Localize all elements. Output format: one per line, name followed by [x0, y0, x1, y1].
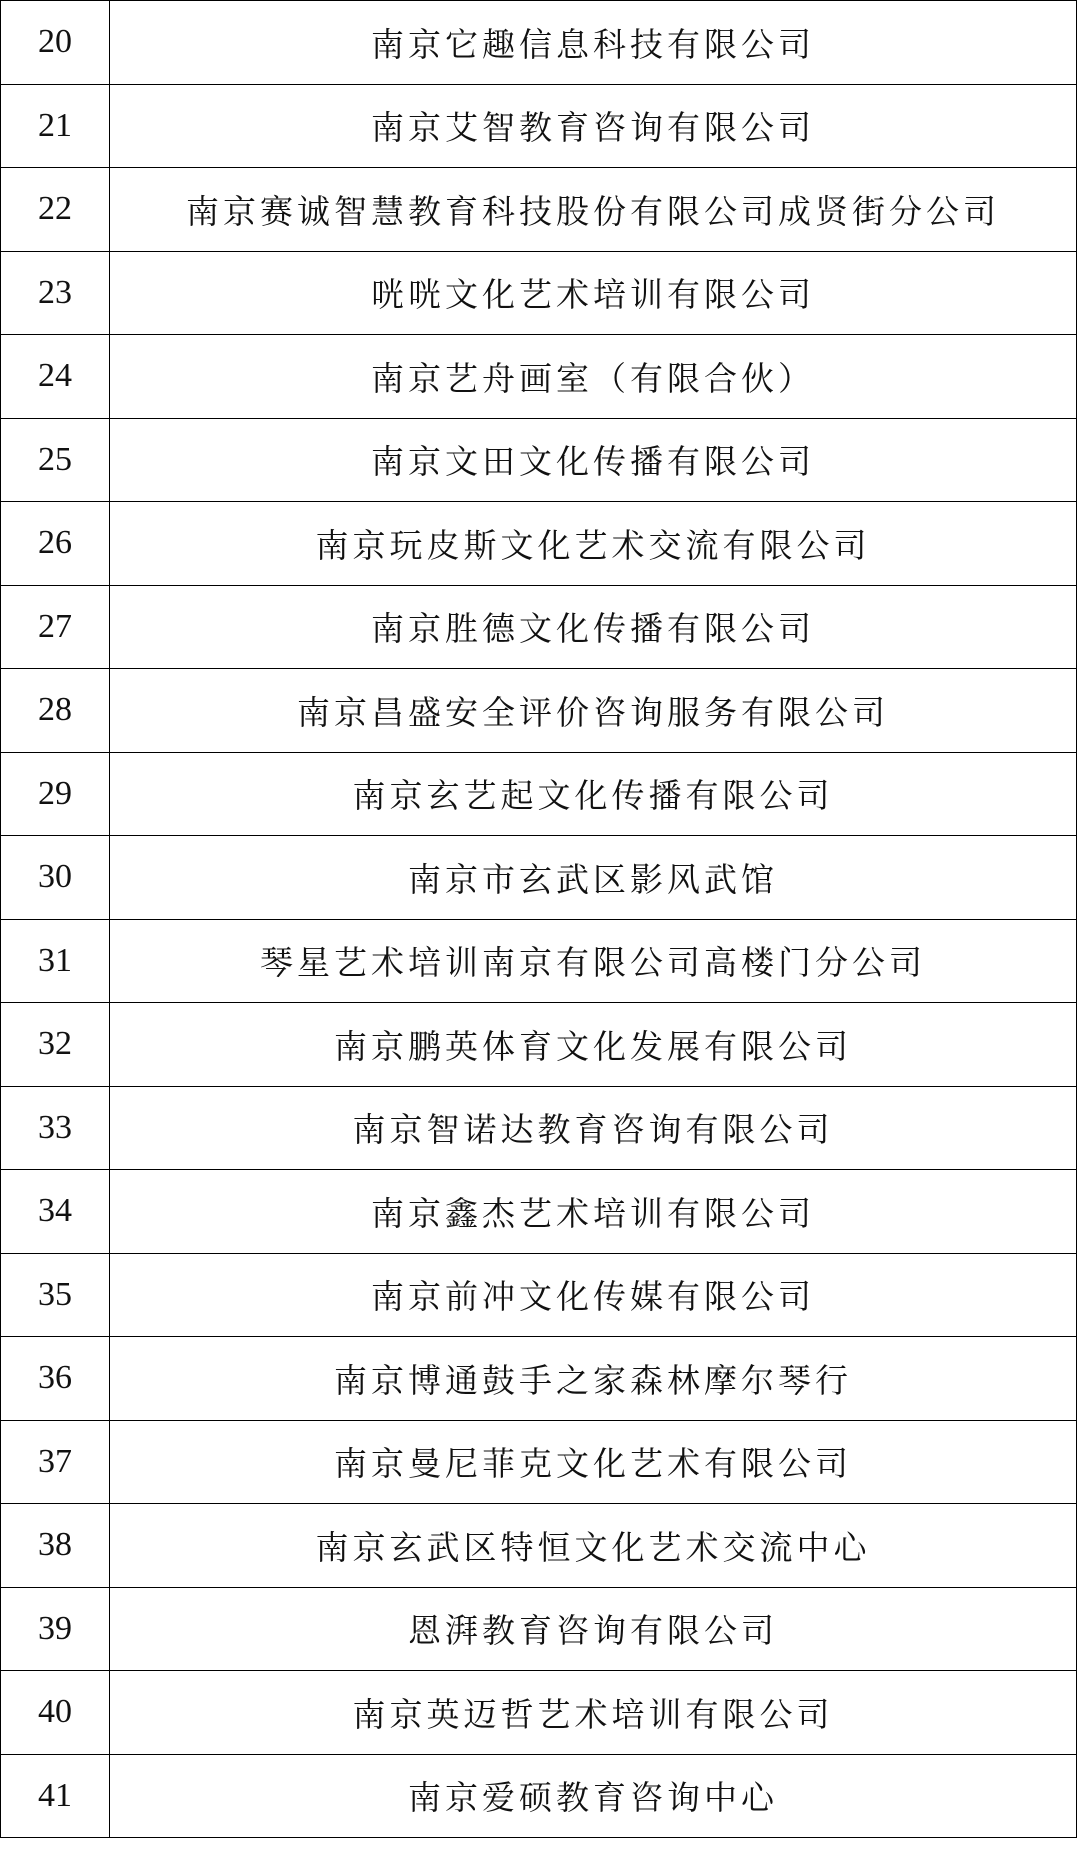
row-number: 37 — [1, 1420, 110, 1504]
table-row — [1, 1587, 1077, 1671]
row-number: 34 — [1, 1170, 110, 1254]
company-name: 南京爱硕教育咨询中心 — [110, 1754, 1077, 1838]
row-number: 38 — [1, 1504, 110, 1588]
company-name: 南京博通鼓手之家森林摩尔琴行 — [110, 1337, 1077, 1421]
row-number: 41 — [1, 1754, 110, 1838]
row-number: 32 — [1, 1003, 110, 1087]
company-name: 南京英迈哲艺术培训有限公司 — [110, 1671, 1077, 1755]
row-number: 31 — [1, 919, 110, 1003]
company-name: 咣咣文化艺术培训有限公司 — [110, 251, 1077, 335]
table-row — [1, 1504, 1077, 1588]
table-row — [1, 1253, 1077, 1337]
company-name: 南京鹏英体育文化发展有限公司 — [110, 1003, 1077, 1087]
table-row — [1, 1754, 1077, 1838]
row-number: 36 — [1, 1337, 110, 1421]
table-row — [1, 1003, 1077, 1087]
row-number: 23 — [1, 251, 110, 335]
row-number: 24 — [1, 335, 110, 419]
table-row — [1, 502, 1077, 586]
company-name: 南京市玄武区影风武馆 — [110, 836, 1077, 920]
row-number: 26 — [1, 502, 110, 586]
company-name: 南京曼尼菲克文化艺术有限公司 — [110, 1420, 1077, 1504]
company-name: 南京艺舟画室（有限合伙） — [110, 335, 1077, 419]
company-name: 南京鑫杰艺术培训有限公司 — [110, 1170, 1077, 1254]
company-name: 南京前冲文化传媒有限公司 — [110, 1253, 1077, 1337]
company-name: 南京昌盛安全评价咨询服务有限公司 — [110, 669, 1077, 753]
company-name: 南京赛诚智慧教育科技股份有限公司成贤街分公司 — [110, 168, 1077, 252]
company-name: 南京文田文化传播有限公司 — [110, 418, 1077, 502]
table-row — [1, 168, 1077, 252]
company-name: 南京智诺达教育咨询有限公司 — [110, 1086, 1077, 1170]
table-row — [1, 1337, 1077, 1421]
row-number: 21 — [1, 84, 110, 168]
row-number: 22 — [1, 168, 110, 252]
table-row — [1, 919, 1077, 1003]
row-number: 27 — [1, 585, 110, 669]
company-name: 琴星艺术培训南京有限公司高楼门分公司 — [110, 919, 1077, 1003]
table-row — [1, 335, 1077, 419]
table-row — [1, 1170, 1077, 1254]
table-row — [1, 251, 1077, 335]
company-name: 南京艾智教育咨询有限公司 — [110, 84, 1077, 168]
table-row — [1, 752, 1077, 836]
row-number: 35 — [1, 1253, 110, 1337]
row-number: 30 — [1, 836, 110, 920]
row-number: 29 — [1, 752, 110, 836]
company-name: 南京它趣信息科技有限公司 — [110, 1, 1077, 85]
company-name: 恩湃教育咨询有限公司 — [110, 1587, 1077, 1671]
row-number: 40 — [1, 1671, 110, 1755]
table-body — [1, 1, 1077, 1838]
table-row — [1, 1, 1077, 85]
table-row — [1, 84, 1077, 168]
company-name: 南京玩皮斯文化艺术交流有限公司 — [110, 502, 1077, 586]
table-row — [1, 1420, 1077, 1504]
company-name: 南京胜德文化传播有限公司 — [110, 585, 1077, 669]
table-row — [1, 836, 1077, 920]
table-row — [1, 585, 1077, 669]
table-row — [1, 1086, 1077, 1170]
row-number: 33 — [1, 1086, 110, 1170]
table-row — [1, 669, 1077, 753]
company-name: 南京玄武区特恒文化艺术交流中心 — [110, 1504, 1077, 1588]
row-number: 28 — [1, 669, 110, 753]
table-row — [1, 1671, 1077, 1755]
table-row — [1, 418, 1077, 502]
row-number: 20 — [1, 1, 110, 85]
row-number: 25 — [1, 418, 110, 502]
row-number: 39 — [1, 1587, 110, 1671]
company-name: 南京玄艺起文化传播有限公司 — [110, 752, 1077, 836]
